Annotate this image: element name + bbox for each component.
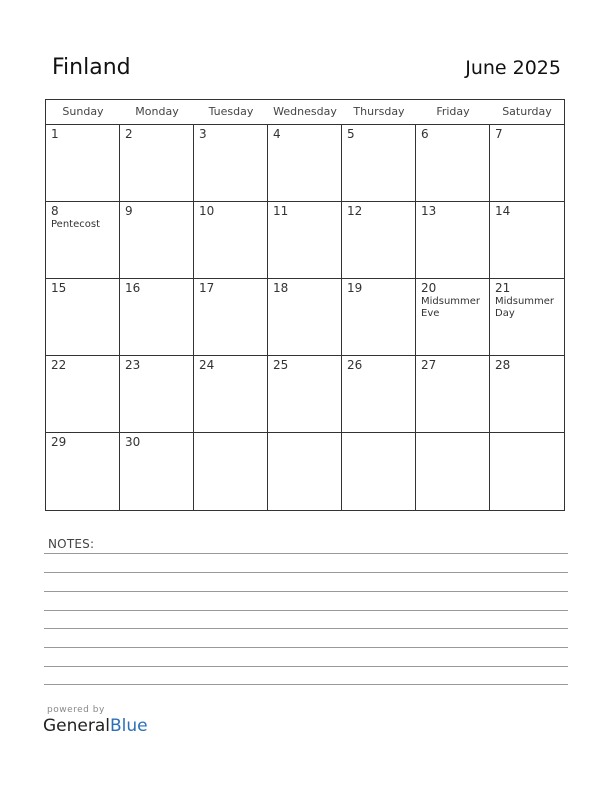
day-cell [120, 356, 194, 433]
note-line [44, 610, 568, 611]
weekday-friday: Friday [436, 105, 470, 118]
day-number: 1 [51, 127, 59, 141]
day-cell [416, 433, 490, 510]
weekday-sunday: Sunday [62, 105, 104, 118]
day-number: 30 [125, 435, 141, 449]
day-number: 18 [273, 281, 289, 295]
note-line [44, 591, 568, 592]
day-cell [268, 356, 342, 433]
logo-text-blue: Blue [110, 716, 148, 736]
day-number: 20 [421, 281, 437, 295]
page-title-country: Finland [52, 55, 131, 80]
day-number: 4 [273, 127, 281, 141]
day-cell [268, 202, 342, 279]
day-number: 17 [199, 281, 215, 295]
day-number: 16 [125, 281, 141, 295]
day-cell [342, 202, 416, 279]
day-cell [194, 279, 268, 356]
day-cell [120, 125, 194, 202]
day-cell [490, 202, 564, 279]
holiday-label: Pentecost [51, 219, 100, 230]
day-number: 19 [347, 281, 363, 295]
day-number: 28 [495, 358, 511, 372]
weekday-saturday: Saturday [502, 105, 552, 118]
day-number: 13 [421, 204, 437, 218]
weekday-wednesday: Wednesday [273, 105, 337, 118]
day-cell [268, 125, 342, 202]
day-number: 15 [51, 281, 67, 295]
day-cell [194, 356, 268, 433]
holiday-label: Midsummer Eve [421, 296, 481, 319]
calendar-grid [45, 99, 565, 511]
day-cell [490, 125, 564, 202]
day-number: 8 [51, 204, 59, 218]
day-number: 5 [347, 127, 355, 141]
day-number: 11 [273, 204, 289, 218]
day-cell [120, 279, 194, 356]
day-cell [490, 433, 564, 510]
notes-label: NOTES: [48, 537, 95, 551]
day-cell [490, 279, 564, 356]
powered-by-text: powered by [47, 705, 105, 715]
generalblue-logo [43, 716, 148, 736]
weekday-thursday: Thursday [353, 105, 405, 118]
day-number: 2 [125, 127, 133, 141]
day-cell [46, 433, 120, 510]
day-number: 3 [199, 127, 207, 141]
day-cell [342, 125, 416, 202]
note-line [44, 628, 568, 629]
day-number: 12 [347, 204, 363, 218]
day-number: 21 [495, 281, 511, 295]
weekday-header [46, 100, 564, 125]
day-cell [342, 356, 416, 433]
day-cell [416, 279, 490, 356]
calendar-body [46, 125, 564, 510]
note-line [44, 572, 568, 573]
day-cell [120, 202, 194, 279]
day-number: 14 [495, 204, 511, 218]
day-cell [194, 202, 268, 279]
day-cell [194, 125, 268, 202]
day-cell [120, 433, 194, 510]
page-title-month: June 2025 [465, 57, 561, 79]
day-cell [342, 433, 416, 510]
day-cell [416, 125, 490, 202]
day-cell [194, 433, 268, 510]
logo-text-general: General [43, 716, 110, 736]
day-cell [46, 202, 120, 279]
weekday-monday: Monday [135, 105, 179, 118]
day-cell [268, 279, 342, 356]
day-cell [46, 356, 120, 433]
note-line [44, 647, 568, 648]
day-cell [46, 279, 120, 356]
note-line [44, 666, 568, 667]
day-number: 9 [125, 204, 133, 218]
note-line [44, 684, 568, 685]
day-number: 26 [347, 358, 363, 372]
day-cell [416, 202, 490, 279]
day-number: 24 [199, 358, 215, 372]
day-cell [268, 433, 342, 510]
day-number: 7 [495, 127, 503, 141]
day-number: 29 [51, 435, 67, 449]
weekday-tuesday: Tuesday [208, 105, 254, 118]
day-number: 10 [199, 204, 215, 218]
day-number: 27 [421, 358, 437, 372]
day-number: 22 [51, 358, 67, 372]
day-number: 6 [421, 127, 429, 141]
day-cell [46, 125, 120, 202]
day-number: 23 [125, 358, 141, 372]
holiday-label: Midsummer Day [495, 296, 555, 319]
day-cell [490, 356, 564, 433]
note-line [44, 553, 568, 554]
day-cell [342, 279, 416, 356]
day-cell [416, 356, 490, 433]
day-number: 25 [273, 358, 289, 372]
